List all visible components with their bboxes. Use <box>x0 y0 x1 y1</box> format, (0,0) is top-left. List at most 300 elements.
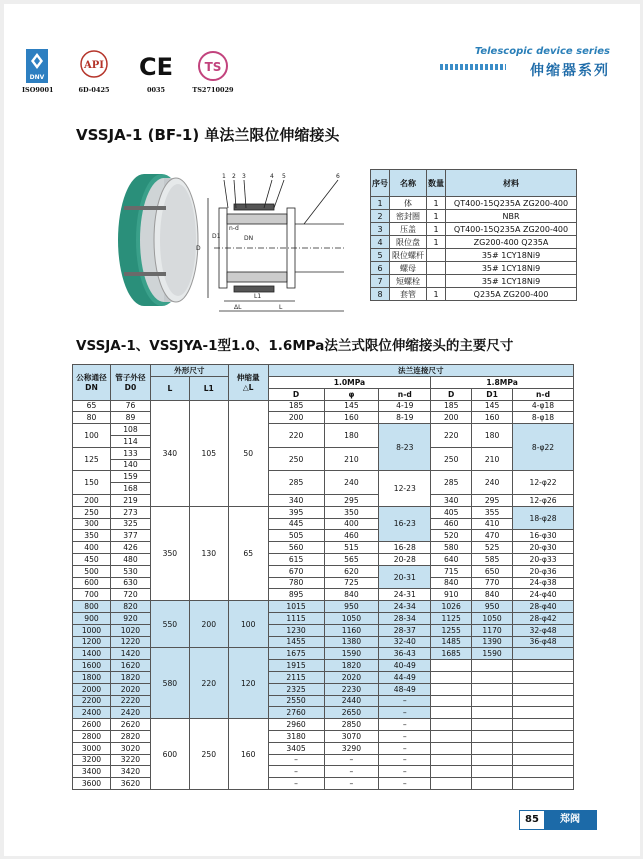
cell-dn: 800 <box>73 601 111 613</box>
cell-dn: 500 <box>73 565 111 577</box>
svg-text:DN: DN <box>244 235 254 242</box>
cell-d0: 377 <box>110 530 150 542</box>
dimension-row <box>73 553 574 565</box>
cell-a-nd: 24-34 <box>379 601 431 613</box>
dimension-row <box>73 530 574 542</box>
cell-stroke: 160 <box>228 719 268 790</box>
cell-dn: 1800 <box>73 671 111 683</box>
material-cell-no: 7 <box>371 275 390 288</box>
cell-b-D1: 470 <box>472 530 513 542</box>
material-cell-qty: 1 <box>427 210 446 223</box>
material-cell-qty <box>427 275 446 288</box>
cell-b-D1 <box>472 742 513 754</box>
material-cell-qty <box>427 262 446 275</box>
cell-b-nd: 24-φ40 <box>513 589 574 601</box>
cell-a-D: 780 <box>268 577 324 589</box>
cell-b-D1: 585 <box>472 553 513 565</box>
material-cell-no: 2 <box>371 210 390 223</box>
cell-a-nd: – <box>379 730 431 742</box>
cell-a-phi: 210 <box>324 447 379 471</box>
material-cell-qty <box>427 249 446 262</box>
cell-b-D1: 1390 <box>472 636 513 648</box>
svg-text:1: 1 <box>222 173 226 180</box>
page-footer <box>519 810 597 830</box>
cell-a-phi: 565 <box>324 553 379 565</box>
cell-b-nd: 28-φ42 <box>513 612 574 624</box>
dimension-row <box>73 542 574 554</box>
cell-dn: 3000 <box>73 742 111 754</box>
product-photo <box>118 174 198 306</box>
dimension-row <box>73 695 574 707</box>
material-cell-qty: 1 <box>427 197 446 210</box>
cell-b-D: 1685 <box>431 648 472 660</box>
dimension-row <box>73 589 574 601</box>
svg-text:3: 3 <box>242 173 246 180</box>
cell-a-D: 1915 <box>268 660 324 672</box>
cell-b-nd <box>513 742 574 754</box>
cell-d0: 2420 <box>110 707 150 719</box>
hdr-d0: 管子外径 D0 <box>110 365 150 401</box>
cell-a-D: 2325 <box>268 683 324 695</box>
cell-b-nd <box>513 660 574 672</box>
cell-b-D: 1125 <box>431 612 472 624</box>
cell-a-D: 340 <box>268 494 324 506</box>
cell-a-D: 1115 <box>268 612 324 624</box>
cell-b-D: 520 <box>431 530 472 542</box>
cell-a-D: – <box>268 778 324 790</box>
cell-a-nd: – <box>379 754 431 766</box>
series-title-cn: 伸缩器系列 <box>530 63 610 79</box>
cell-d0: 1420 <box>110 648 150 660</box>
hdr-b-nd: n-d <box>513 388 574 400</box>
cell-dn: 450 <box>73 553 111 565</box>
cell-a-nd: – <box>379 719 431 731</box>
material-cell-mat: 35# 1CY18Ni9 <box>446 275 577 288</box>
cell-b-D: 910 <box>431 589 472 601</box>
cell-a-nd: 4-19 <box>379 400 431 412</box>
cell-a-phi: 240 <box>324 471 379 495</box>
cell-a-D: 505 <box>268 530 324 542</box>
material-cell-no: 3 <box>371 223 390 236</box>
cell-d0: 2020 <box>110 683 150 695</box>
cell-dn: 700 <box>73 589 111 601</box>
cell-b-D1: 180 <box>472 424 513 448</box>
cell-a-phi: 3070 <box>324 730 379 742</box>
hdr-b-D: D <box>431 388 472 400</box>
cell-b-D1: 295 <box>472 494 513 506</box>
material-cell-mat: QT400-15Q235A ZG200-400 <box>446 223 577 236</box>
cell-dn: 100 <box>73 424 111 448</box>
material-cell-mat: 35# 1CY18Ni9 <box>446 262 577 275</box>
cell-L: 350 <box>150 506 189 600</box>
cell-L1: 220 <box>189 648 228 719</box>
cell-d0: 426 <box>110 542 150 554</box>
cell-b-nd <box>513 766 574 778</box>
brand-name: 郑阀 <box>544 811 596 829</box>
cell-b-nd <box>513 778 574 790</box>
material-cell-no: 1 <box>371 197 390 210</box>
cell-d0: 530 <box>110 565 150 577</box>
cell-b-D1: 950 <box>472 601 513 613</box>
cell-b-D1: 1050 <box>472 612 513 624</box>
cell-b-nd: 4-φ18 <box>513 400 574 412</box>
cell-b-nd: 20-φ30 <box>513 542 574 554</box>
material-row <box>371 275 577 288</box>
cell-a-phi: 950 <box>324 601 379 613</box>
ce-mark-icon <box>136 51 176 81</box>
cell-b-D: 1255 <box>431 624 472 636</box>
svg-text:6: 6 <box>336 173 340 180</box>
cell-a-phi: 620 <box>324 565 379 577</box>
cell-a-phi: 1820 <box>324 660 379 672</box>
cell-dn: 2400 <box>73 707 111 719</box>
cell-a-nd: 24-31 <box>379 589 431 601</box>
cell-d0: 219 <box>110 494 150 506</box>
cell-a-D: 560 <box>268 542 324 554</box>
cell-d0: 480 <box>110 553 150 565</box>
dnv-logo-icon <box>26 49 48 83</box>
cell-dn: 3600 <box>73 778 111 790</box>
cell-b-D <box>431 671 472 683</box>
cell-b-D1 <box>472 754 513 766</box>
cell-a-phi: 3290 <box>324 742 379 754</box>
cell-a-nd: – <box>379 778 431 790</box>
material-cell-mat: NBR <box>446 210 577 223</box>
cell-d0: 1820 <box>110 671 150 683</box>
cell-b-nd <box>513 648 574 660</box>
cell-a-D: 200 <box>268 412 324 424</box>
cell-d0: 114 <box>110 435 150 447</box>
cell-a-phi: 460 <box>324 530 379 542</box>
cell-b-D1 <box>472 683 513 695</box>
cell-b-D <box>431 754 472 766</box>
cell-a-nd: 8-19 <box>379 412 431 424</box>
cell-a-phi: 1160 <box>324 624 379 636</box>
cell-dn: 150 <box>73 471 111 495</box>
svg-text:n-d: n-d <box>229 225 239 232</box>
cell-a-phi: 2440 <box>324 695 379 707</box>
cell-b-D1: 840 <box>472 589 513 601</box>
cell-b-D <box>431 730 472 742</box>
cell-dn: 125 <box>73 447 111 471</box>
cell-L: 340 <box>150 400 189 506</box>
cell-d0: 3220 <box>110 754 150 766</box>
cell-a-phi: 515 <box>324 542 379 554</box>
cell-b-D1: 650 <box>472 565 513 577</box>
material-cell-mat: ZG200-400 Q235A <box>446 236 577 249</box>
material-row <box>371 288 577 301</box>
cell-d0: 273 <box>110 506 150 518</box>
cell-b-D <box>431 683 472 695</box>
material-cell-qty: 1 <box>427 288 446 301</box>
cell-a-D: 1015 <box>268 601 324 613</box>
cell-b-D: 340 <box>431 494 472 506</box>
cell-d0: 3420 <box>110 766 150 778</box>
dimension-row <box>73 471 574 483</box>
svg-text:TS: TS <box>204 60 222 74</box>
cell-b-nd: 16-φ30 <box>513 530 574 542</box>
cell-a-phi: – <box>324 766 379 778</box>
cell-b-nd <box>513 683 574 695</box>
dimension-row <box>73 683 574 695</box>
cell-b-nd: 28-φ40 <box>513 601 574 613</box>
cell-dn: 2000 <box>73 683 111 695</box>
mat-header-qty: 数量 <box>427 170 446 197</box>
material-cell-mat: 35# 1CY18Ni9 <box>446 249 577 262</box>
material-cell-name: 短螺栓 <box>390 275 427 288</box>
cell-b-D: 460 <box>431 518 472 530</box>
header-stripe <box>440 64 506 70</box>
svg-text:DNV: DNV <box>29 74 45 81</box>
cell-a-D: – <box>268 766 324 778</box>
cell-b-nd: 8-φ22 <box>513 424 574 471</box>
cell-dn: 250 <box>73 506 111 518</box>
cell-d0: 2220 <box>110 695 150 707</box>
cell-a-D: 670 <box>268 565 324 577</box>
svg-text:API: API <box>84 60 104 71</box>
cell-a-nd: 44-49 <box>379 671 431 683</box>
cell-dn: 1600 <box>73 660 111 672</box>
cell-d0: 133 <box>110 447 150 459</box>
cell-b-D: 640 <box>431 553 472 565</box>
hdr-a-phi: φ <box>324 388 379 400</box>
cell-L: 600 <box>150 719 189 790</box>
svg-text:5: 5 <box>282 173 286 180</box>
cell-b-nd: 24-φ38 <box>513 577 574 589</box>
hdr-a-nd: n-d <box>379 388 431 400</box>
cell-dn: 1200 <box>73 636 111 648</box>
cell-a-phi: 1590 <box>324 648 379 660</box>
cell-a-D: 2760 <box>268 707 324 719</box>
cell-a-phi: – <box>324 778 379 790</box>
cell-d0: 140 <box>110 459 150 471</box>
material-row <box>371 249 577 262</box>
hdr-L1: L1 <box>189 377 228 401</box>
hdr-outer: 外形尺寸 <box>150 365 228 377</box>
cell-a-D: 395 <box>268 506 324 518</box>
cert-iso9001: DNV ISO9001 <box>22 48 52 94</box>
cell-a-nd: – <box>379 695 431 707</box>
hdr-b-D1: D1 <box>472 388 513 400</box>
material-row <box>371 223 577 236</box>
svg-text:ΔL: ΔL <box>234 304 242 311</box>
cell-a-D: 2115 <box>268 671 324 683</box>
cell-b-D <box>431 719 472 731</box>
cell-a-nd: 8-23 <box>379 424 431 471</box>
cell-b-D1 <box>472 730 513 742</box>
cell-d0: 168 <box>110 483 150 495</box>
cell-stroke: 50 <box>228 400 268 506</box>
cell-a-D: – <box>268 754 324 766</box>
cell-b-D: 220 <box>431 424 472 448</box>
cell-d0: 89 <box>110 412 150 424</box>
cell-a-D: 1455 <box>268 636 324 648</box>
cell-a-phi: 180 <box>324 424 379 448</box>
cell-d0: 76 <box>110 400 150 412</box>
cell-a-phi: 295 <box>324 494 379 506</box>
cell-b-nd <box>513 695 574 707</box>
dimension-row <box>73 447 574 459</box>
cell-b-D: 200 <box>431 412 472 424</box>
cell-b-nd <box>513 754 574 766</box>
cell-a-D: 2960 <box>268 719 324 731</box>
material-row <box>371 262 577 275</box>
cert-api: API 6D-0425 <box>74 48 114 94</box>
cell-b-D: 580 <box>431 542 472 554</box>
dimension-row <box>73 778 574 790</box>
cell-dn: 80 <box>73 412 111 424</box>
cell-L1: 105 <box>189 400 228 506</box>
cell-b-D1: 1170 <box>472 624 513 636</box>
hdr-1-6mpa: 1.8MPa <box>431 377 574 389</box>
material-cell-no: 5 <box>371 249 390 262</box>
cell-b-D <box>431 707 472 719</box>
ts-seal-icon <box>197 50 229 82</box>
series-title-en: Telescopic device series <box>474 46 610 57</box>
material-cell-name: 密封圈 <box>390 210 427 223</box>
product-drawing <box>104 168 359 313</box>
cell-dn: 350 <box>73 530 111 542</box>
cell-b-D: 840 <box>431 577 472 589</box>
cell-b-D1: 525 <box>472 542 513 554</box>
cell-b-D1 <box>472 695 513 707</box>
hdr-flange: 法兰连接尺寸 <box>268 365 573 377</box>
hdr-stroke: 伸缩量 △L <box>228 365 268 401</box>
dimension-row <box>73 612 574 624</box>
svg-text:D1: D1 <box>212 233 221 240</box>
cell-a-D: 3405 <box>268 742 324 754</box>
material-cell-name: 限位盘 <box>390 236 427 249</box>
cell-d0: 1020 <box>110 624 150 636</box>
cell-a-nd: 36-43 <box>379 648 431 660</box>
cell-b-D <box>431 778 472 790</box>
cell-d0: 3020 <box>110 742 150 754</box>
cell-a-phi: – <box>324 754 379 766</box>
dimension-row <box>73 660 574 672</box>
cell-a-phi: 2020 <box>324 671 379 683</box>
cell-a-phi: 400 <box>324 518 379 530</box>
cert-ce: CE 0035 <box>136 48 176 94</box>
cell-dn: 1400 <box>73 648 111 660</box>
cell-d0: 3620 <box>110 778 150 790</box>
cell-b-D1 <box>472 707 513 719</box>
cell-a-nd: – <box>379 742 431 754</box>
cell-a-phi: 2850 <box>324 719 379 731</box>
material-cell-name: 压盖 <box>390 223 427 236</box>
cell-a-D: 615 <box>268 553 324 565</box>
cell-a-phi: 2650 <box>324 707 379 719</box>
material-cell-mat: QT400-15Q235A ZG200-400 <box>446 197 577 210</box>
material-row <box>371 210 577 223</box>
hdr-L: L <box>150 377 189 401</box>
cell-b-D: 1485 <box>431 636 472 648</box>
cell-dn: 65 <box>73 400 111 412</box>
cell-a-phi: 160 <box>324 412 379 424</box>
dimension-row <box>73 624 574 636</box>
cell-a-D: 285 <box>268 471 324 495</box>
material-cell-name: 限位螺杆 <box>390 249 427 262</box>
dimension-row <box>73 730 574 742</box>
material-cell-name: 套管 <box>390 288 427 301</box>
cell-a-nd: 12-23 <box>379 471 431 506</box>
cell-a-nd: 20-31 <box>379 565 431 589</box>
hdr-a-D: D <box>268 388 324 400</box>
cell-a-D: 3180 <box>268 730 324 742</box>
cell-a-D: 1675 <box>268 648 324 660</box>
cell-a-nd: 16-28 <box>379 542 431 554</box>
page <box>4 4 640 856</box>
cell-b-D1: 770 <box>472 577 513 589</box>
cell-dn: 600 <box>73 577 111 589</box>
cell-stroke: 100 <box>228 601 268 648</box>
dimension-row <box>73 577 574 589</box>
svg-text:2: 2 <box>232 173 236 180</box>
cell-a-nd: 16-23 <box>379 506 431 541</box>
cell-a-D: 445 <box>268 518 324 530</box>
cell-L1: 130 <box>189 506 228 600</box>
cell-dn: 200 <box>73 494 111 506</box>
cell-a-D: 2550 <box>268 695 324 707</box>
api-monogram-icon <box>79 49 109 83</box>
cell-b-nd: 12-φ22 <box>513 471 574 495</box>
cell-d0: 108 <box>110 424 150 436</box>
cell-a-nd: 32-40 <box>379 636 431 648</box>
mat-header-no: 序号 <box>371 170 390 197</box>
cell-d0: 630 <box>110 577 150 589</box>
cell-b-nd: 36-φ48 <box>513 636 574 648</box>
cell-b-D <box>431 660 472 672</box>
cell-a-nd: – <box>379 707 431 719</box>
material-cell-no: 4 <box>371 236 390 249</box>
dimension-row <box>73 719 574 731</box>
cell-b-D1: 145 <box>472 400 513 412</box>
cell-stroke: 120 <box>228 648 268 719</box>
mat-header-material: 材料 <box>446 170 577 197</box>
dimension-row <box>73 766 574 778</box>
dimension-row <box>73 671 574 683</box>
dimension-table <box>72 364 574 790</box>
page-number: 85 <box>520 811 544 829</box>
cell-dn: 2600 <box>73 719 111 731</box>
dimension-row <box>73 648 574 660</box>
svg-text:L: L <box>279 304 283 311</box>
cell-a-phi: 350 <box>324 506 379 518</box>
dimension-row <box>73 400 574 412</box>
cell-b-nd <box>513 707 574 719</box>
material-row <box>371 197 577 210</box>
cell-b-D1 <box>472 719 513 731</box>
cell-dn: 2800 <box>73 730 111 742</box>
dimension-table-title: VSSJA-1、VSSJYA-1型1.0、1.6MPa法兰式限位伸缩接头的主要尺寸 <box>76 338 514 354</box>
cell-L: 550 <box>150 601 189 648</box>
dimension-row <box>73 494 574 506</box>
cell-b-nd <box>513 719 574 731</box>
cell-a-nd: – <box>379 766 431 778</box>
dimension-row <box>73 424 574 436</box>
material-cell-name: 螺母 <box>390 262 427 275</box>
cell-b-D: 405 <box>431 506 472 518</box>
cell-d0: 920 <box>110 612 150 624</box>
materials-table <box>370 169 577 301</box>
cell-dn: 3200 <box>73 754 111 766</box>
cell-d0: 159 <box>110 471 150 483</box>
hdr-1-0mpa: 1.0MPa <box>268 377 431 389</box>
dimension-row <box>73 412 574 424</box>
cell-a-phi: 2230 <box>324 683 379 695</box>
cell-b-D1 <box>472 778 513 790</box>
cell-b-D: 1026 <box>431 601 472 613</box>
cell-b-D1 <box>472 766 513 778</box>
